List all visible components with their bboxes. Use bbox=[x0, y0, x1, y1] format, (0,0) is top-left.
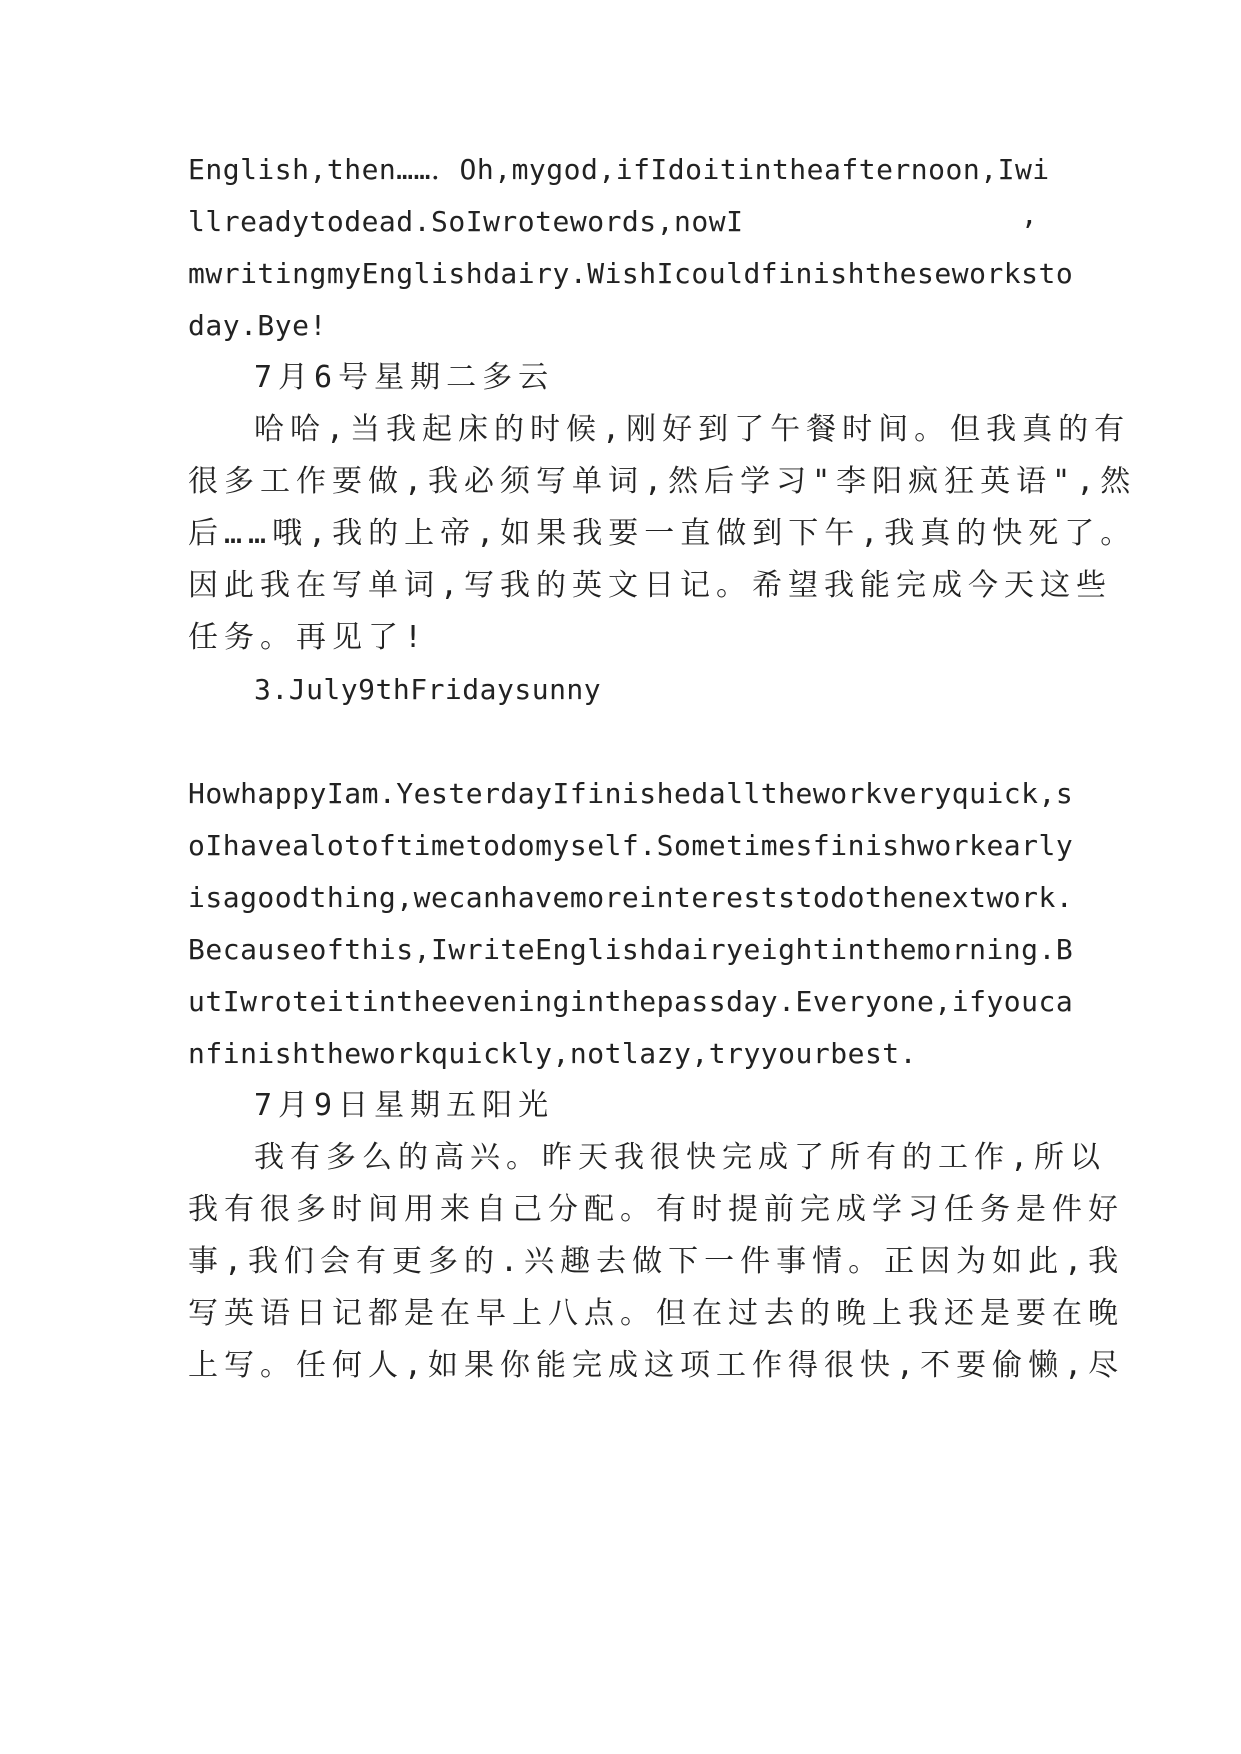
chinese-paragraph-line: 任务。再见了! bbox=[188, 620, 429, 655]
chinese-paragraph-line: 因此我在写单词,写我的英文日记。希望我能完成今天这些 bbox=[188, 568, 1113, 603]
chinese-paragraph-line: 我有很多时间用来自己分配。有时提前完成学习任务是件好 bbox=[188, 1192, 1124, 1227]
diary-date-heading: 7月9日星期五阳光 bbox=[254, 1088, 555, 1123]
chinese-paragraph-line: 后……哦,我的上帝,如果我要一直做到下午,我真的快死了。 bbox=[188, 516, 1137, 551]
chinese-paragraph-line: 我有多么的高兴。昨天我很快完成了所有的工作,所以 bbox=[254, 1140, 1107, 1175]
english-paragraph-line: English,then……．Oh,mygod,ifIdoitintheafternoon,Iwi bbox=[188, 153, 1050, 186]
chinese-paragraph-line: 很多工作要做,我必须写单词,然后学习"李阳疯狂英语",然 bbox=[188, 464, 1137, 499]
diary-entry-heading: 3.July9thFridaysunny bbox=[254, 673, 602, 706]
chinese-paragraph-line: 事,我们会有更多的.兴趣去做下一件事情。正因为如此,我 bbox=[188, 1244, 1125, 1279]
stray-apostrophe: ’ bbox=[1020, 215, 1037, 248]
english-paragraph-line: utIwroteitintheeveninginthepassday.Everyone,ifyouca bbox=[188, 985, 1074, 1018]
english-paragraph-line: Becauseofthis,IwriteEnglishdairyeightinthemorning.B bbox=[188, 933, 1074, 966]
english-paragraph-line: HowhappyIam.YesterdayIfinishedalltheworkveryquick,s bbox=[188, 777, 1074, 810]
chinese-paragraph-line: 写英语日记都是在早上八点。但在过去的晚上我还是要在晚 bbox=[188, 1296, 1124, 1331]
chinese-paragraph-line: 哈哈,当我起床的时候,刚好到了午餐时间。但我真的有 bbox=[254, 412, 1131, 447]
english-paragraph-line: mwritingmyEnglishdairy.WishIcouldfinishtheseworksto bbox=[188, 257, 1074, 290]
english-paragraph-line: isagoodthing,wecanhavemoreintereststodothenextwork. bbox=[188, 881, 1074, 914]
chinese-paragraph-line: 上写。任何人,如果你能完成这项工作得很快,不要偷懒,尽 bbox=[188, 1348, 1125, 1383]
english-paragraph-line: llreadytodead.SoIwrotewords,nowI bbox=[188, 205, 744, 238]
diary-date-heading: 7月6号星期二多云 bbox=[254, 360, 555, 395]
english-paragraph-line: day.Bye! bbox=[188, 309, 327, 342]
english-paragraph-line: nfinishtheworkquickly,notlazy,tryyourbest. bbox=[188, 1037, 918, 1070]
english-paragraph-line: oIhavealotoftimetodomyself.Sometimesfinishworkearly bbox=[188, 829, 1074, 862]
